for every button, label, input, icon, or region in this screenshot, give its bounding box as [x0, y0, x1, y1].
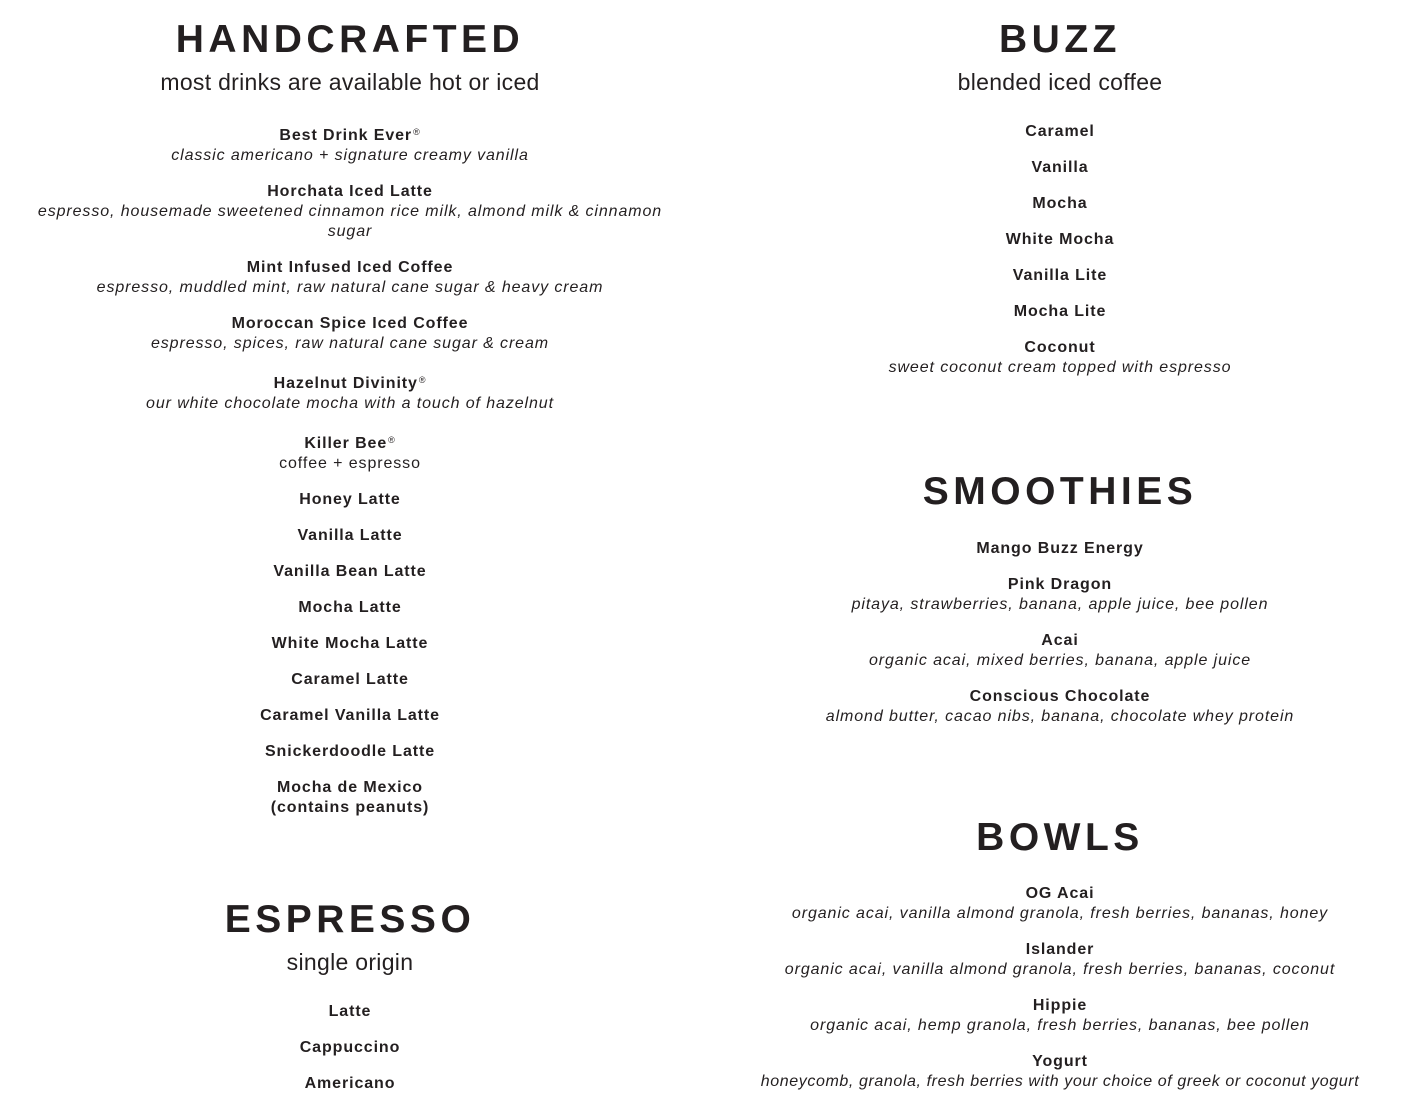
section-subtitle: single origin: [286, 949, 414, 975]
item-name: White Mocha: [1005, 231, 1115, 248]
item-description: organic acai, mixed berries, banana, apple juice: [868, 652, 1252, 669]
menu-item: [0, 562, 700, 582]
menu-item: [710, 1052, 1410, 1092]
menu-item: [710, 996, 1410, 1036]
item-name: Yogurt: [1032, 1053, 1088, 1070]
item-name: Mango Buzz Energy: [976, 540, 1144, 557]
menu-items: [710, 122, 1410, 378]
section-subtitle: most drinks are available hot or iced: [160, 69, 540, 95]
menu-item: [710, 158, 1410, 178]
item-name: OG Acai: [1025, 885, 1095, 902]
handcrafted-section: [0, 20, 700, 834]
item-name: Mint Infused Iced Coffee: [246, 259, 454, 276]
left-column: [0, 0, 700, 1109]
item-name: Snickerdoodle Latte: [264, 743, 436, 760]
item-name: Caramel Latte: [291, 671, 409, 688]
item-name: Best Drink Ever: [279, 127, 413, 144]
espresso-section: [0, 900, 700, 1110]
section-title: BOWLS: [976, 816, 1144, 859]
menu-item: [0, 430, 700, 474]
registered-mark: ®: [413, 127, 421, 137]
menu-item: [710, 884, 1410, 924]
item-description: organic acai, vanilla almond granola, fresh berries, bananas, coconut: [784, 961, 1336, 978]
menu-item: [0, 778, 700, 818]
item-name: Hippie: [1032, 997, 1088, 1014]
menu-item: [710, 539, 1410, 559]
item-name: Vanilla: [1031, 159, 1089, 176]
item-description: espresso, muddled mint, raw natural cane sugar & heavy cream: [96, 279, 604, 296]
item-description: sweet coconut cream topped with espresso: [888, 359, 1232, 376]
menu-item: [710, 338, 1410, 378]
item-name: Latte: [328, 1003, 372, 1020]
item-name: Vanilla Bean Latte: [273, 563, 427, 580]
menu-item: [0, 634, 700, 654]
item-name: Acai: [1041, 632, 1079, 649]
item-description: espresso, spices, raw natural cane sugar & cream: [150, 335, 550, 352]
section-title: HANDCRAFTED: [175, 18, 525, 61]
item-description: our white chocolate mocha with a touch of hazelnut: [146, 395, 554, 412]
item-name: Killer Bee: [304, 435, 388, 452]
item-name: Caramel Vanilla Latte: [260, 707, 440, 724]
smoothies-section: [710, 472, 1410, 743]
menu-item: [710, 194, 1410, 214]
menu-item: [0, 706, 700, 726]
item-name: Moroccan Spice Iced Coffee: [231, 315, 469, 332]
item-name: Caramel: [1025, 123, 1095, 140]
item-name: Pink Dragon: [1007, 576, 1113, 593]
item-name: Mocha: [1032, 195, 1088, 212]
menu-item: [0, 1038, 700, 1058]
section-title: SMOOTHIES: [922, 470, 1198, 513]
item-name: Honey Latte: [299, 491, 401, 508]
item-name: Vanilla Lite: [1012, 267, 1108, 284]
bowls-section: [710, 818, 1410, 1108]
item-name: White Mocha Latte: [271, 635, 429, 652]
item-name: Vanilla Latte: [297, 527, 403, 544]
menu-item: [710, 266, 1410, 286]
section-subtitle: blended iced coffee: [957, 69, 1163, 95]
menu-item: [0, 314, 700, 354]
menu-items: [710, 539, 1410, 727]
menu-item: [710, 302, 1410, 322]
menu-items: [0, 122, 700, 818]
menu-item: [710, 575, 1410, 615]
item-name: Islander: [1025, 941, 1095, 958]
menu-item: [0, 526, 700, 546]
item-name: Mocha Latte: [298, 599, 402, 616]
menu-item: [0, 670, 700, 690]
menu-item: [0, 1074, 700, 1094]
menu-items: [0, 1002, 700, 1094]
registered-mark: ®: [418, 375, 427, 385]
menu-item: [0, 258, 700, 298]
item-description: almond butter, cacao nibs, banana, chocolate whey protein: [825, 708, 1295, 725]
item-description: organic acai, hemp granola, fresh berries, bananas, bee pollen: [810, 1017, 1310, 1034]
registered-mark: ®: [388, 435, 396, 445]
item-description: organic acai, vanilla almond granola, fresh berries, bananas, honey: [791, 905, 1329, 922]
item-name: Mocha de Mexico (contains peanuts): [270, 779, 430, 816]
menu-item: [0, 122, 700, 166]
section-title: BUZZ: [999, 18, 1121, 61]
item-name: Americano: [304, 1075, 396, 1092]
menu-item: [0, 370, 700, 414]
menu-item: [0, 742, 700, 762]
item-description: pitaya, strawberries, banana, apple juice, bee pollen: [851, 596, 1269, 613]
item-name: Hazelnut Divinity: [273, 375, 418, 392]
menu-item: [0, 598, 700, 618]
menu-item: [0, 490, 700, 510]
menu-item: [710, 940, 1410, 980]
item-name: Horchata Iced Latte: [267, 183, 433, 200]
menu-item: [0, 182, 700, 242]
menu-item: [710, 631, 1410, 671]
item-name: Cappuccino: [299, 1039, 401, 1056]
section-title: ESPRESSO: [224, 898, 476, 941]
item-name: Mocha Lite: [1013, 303, 1107, 320]
item-name: Conscious Chocolate: [969, 688, 1151, 705]
menu-item: [710, 230, 1410, 250]
menu-items: [710, 884, 1410, 1092]
buzz-section: [710, 20, 1410, 394]
item-description: honeycomb, granola, fresh berries with your choice of greek or coconut yogurt: [760, 1073, 1360, 1090]
item-description: espresso, housemade sweetened cinnamon rice milk, almond milk & cinnamon sugar: [37, 203, 663, 240]
menu-item: [0, 1002, 700, 1022]
item-description: classic americano + signature creamy vanilla: [171, 147, 529, 164]
item-description: coffee + espresso: [279, 455, 421, 472]
menu-item: [710, 122, 1410, 142]
item-name: Coconut: [1024, 339, 1096, 356]
menu-item: [710, 687, 1410, 727]
right-column: [710, 0, 1410, 1109]
